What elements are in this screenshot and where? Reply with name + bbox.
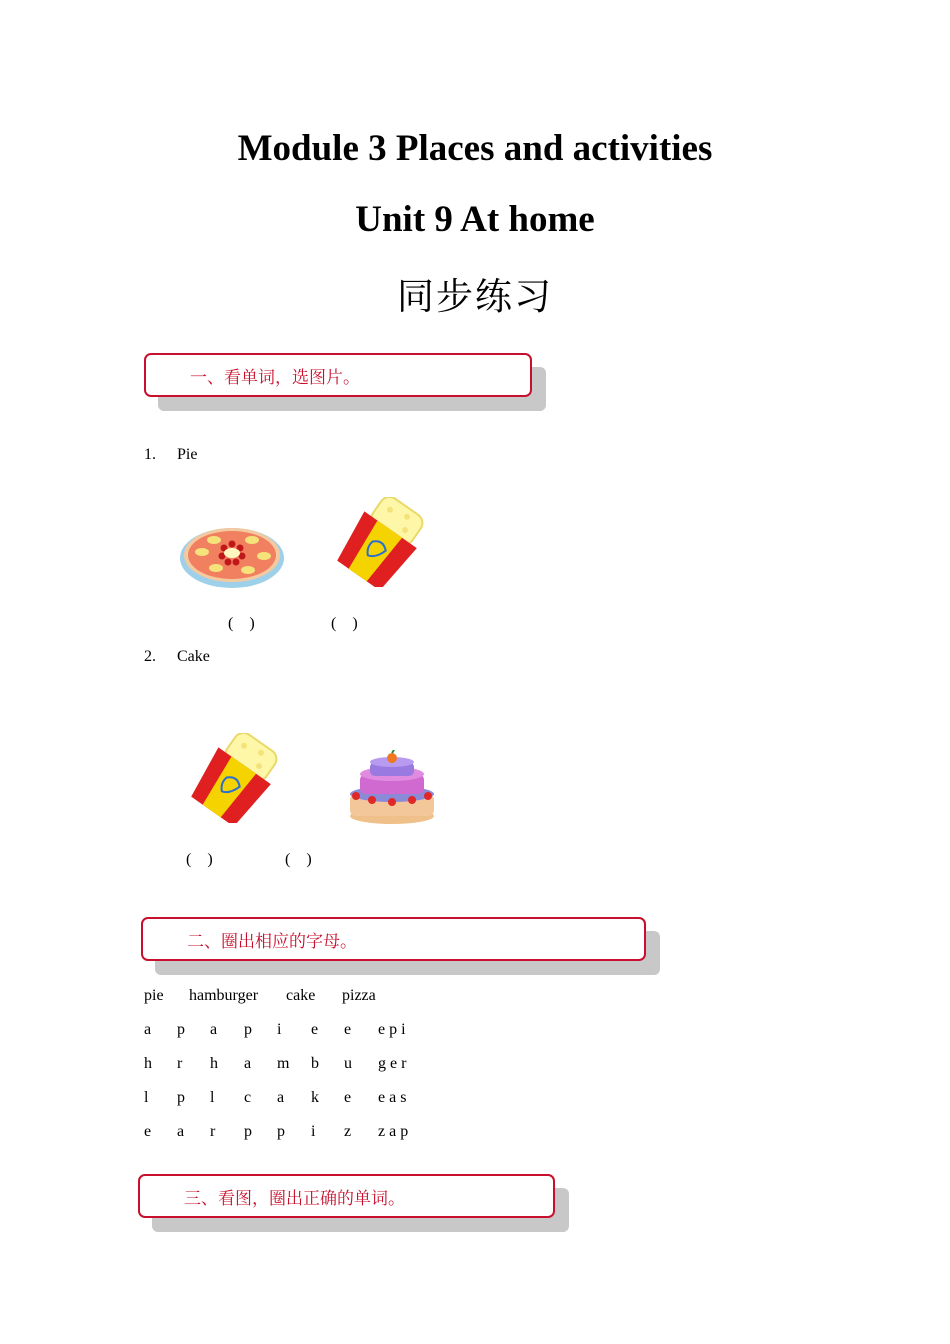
grid-letter[interactable]: a [277, 1089, 285, 1106]
grid-letter[interactable]: b [311, 1055, 319, 1072]
grid-letter[interactable]: h [144, 1055, 152, 1072]
grid-letter[interactable]: e [144, 1123, 152, 1140]
question-2-number: 2. [144, 648, 156, 665]
grid-letter[interactable]: k [311, 1089, 319, 1106]
grid-letter[interactable]: p [277, 1123, 285, 1140]
question-2-answer-2[interactable]: ( ) [285, 851, 312, 868]
section-2-label: 二、圈出相应的字母。 [187, 932, 357, 952]
word-list-item: cake [286, 987, 316, 1004]
grid-letter[interactable]: l [210, 1089, 215, 1106]
page-title: Module 3 Places and activities [237, 128, 713, 169]
section-1-label: 一、看单词，选图片。 [190, 368, 360, 388]
section-3-header [138, 1174, 555, 1218]
section-1-header [144, 353, 532, 397]
grid-letter[interactable]: p [177, 1089, 185, 1106]
grid-letter[interactable]: e [344, 1021, 352, 1038]
grid-letter[interactable]: i [277, 1021, 282, 1038]
cake-icon [346, 750, 438, 826]
fries-icon [182, 733, 290, 823]
grid-letter[interactable]: a [210, 1021, 218, 1038]
grid-letter[interactable]: p [244, 1021, 252, 1038]
grid-letter[interactable]: e p i [378, 1021, 406, 1038]
grid-letter[interactable]: p [177, 1021, 185, 1038]
grid-letter[interactable]: e a s [378, 1089, 407, 1106]
grid-letter[interactable]: r [210, 1123, 216, 1140]
grid-letter[interactable]: z a p [378, 1123, 409, 1140]
question-1-answer-1[interactable]: ( ) [228, 615, 255, 632]
section-2-header [141, 917, 646, 961]
grid-letter[interactable]: r [177, 1055, 183, 1072]
question-1-word: Pie [177, 446, 198, 463]
question-1-answer-2[interactable]: ( ) [331, 615, 358, 632]
grid-letter[interactable]: z [344, 1123, 352, 1140]
pizza-icon [178, 518, 286, 590]
grid-letter[interactable]: h [210, 1055, 218, 1072]
word-list-item: pie [144, 987, 164, 1004]
word-list-item: hamburger [189, 987, 259, 1004]
grid-letter[interactable]: a [144, 1021, 152, 1038]
fries-icon [328, 497, 436, 587]
question-2-answer-1[interactable]: ( ) [186, 851, 213, 868]
grid-letter[interactable]: l [144, 1089, 149, 1106]
grid-letter[interactable]: a [244, 1055, 252, 1072]
section-3-label: 三、看图，圈出正确的单词。 [184, 1189, 405, 1209]
grid-letter[interactable]: i [311, 1123, 316, 1140]
grid-letter[interactable]: m [277, 1055, 290, 1072]
grid-letter[interactable]: e [344, 1089, 352, 1106]
grid-letter[interactable]: c [244, 1089, 252, 1106]
grid-letter[interactable]: a [177, 1123, 185, 1140]
word-list-item: pizza [342, 987, 376, 1004]
page-subtitle: 同步练习 [397, 275, 553, 318]
unit-title: Unit 9 At home [355, 199, 595, 240]
grid-letter[interactable]: p [244, 1123, 252, 1140]
grid-letter[interactable]: e [311, 1021, 319, 1038]
grid-letter[interactable]: g e r [378, 1055, 407, 1072]
grid-letter[interactable]: u [344, 1055, 352, 1072]
question-1-number: 1. [144, 446, 156, 463]
question-2-word: Cake [177, 648, 210, 665]
